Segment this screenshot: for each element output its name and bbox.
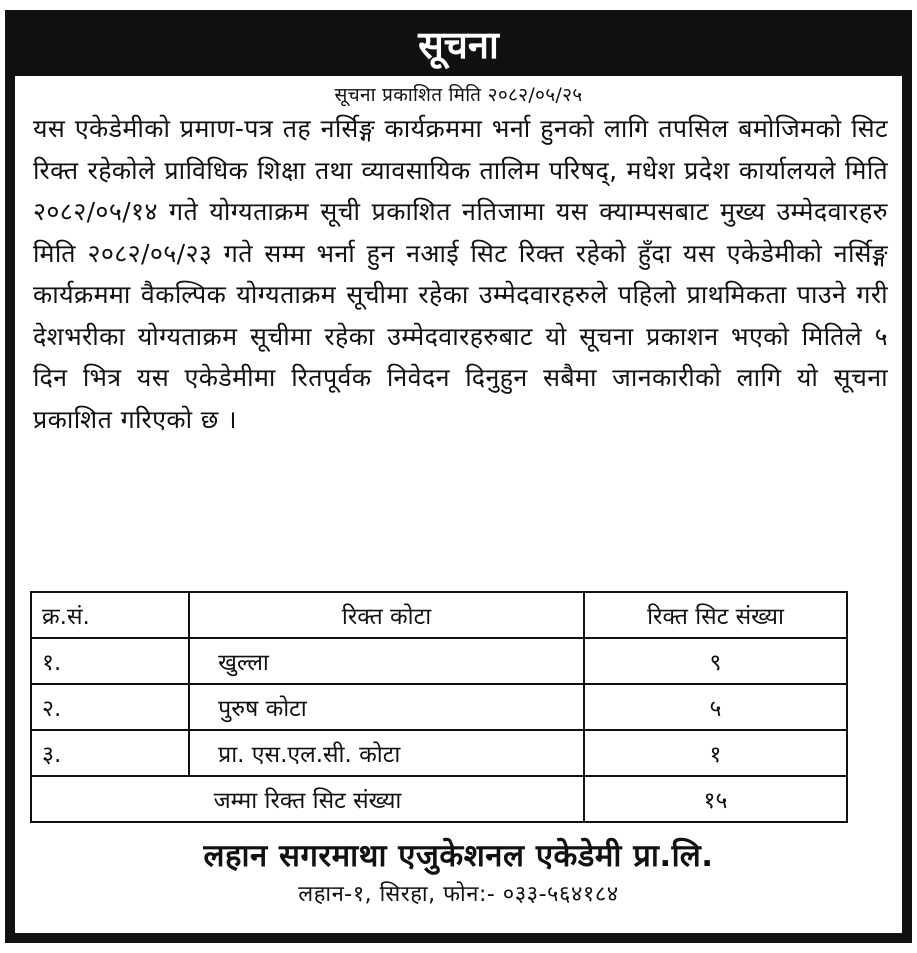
- table-total-row: [31, 776, 847, 822]
- row-quota: खुल्ला: [189, 638, 584, 684]
- table-row: [31, 730, 847, 776]
- organization-name: लहान सगरमाथा एजुकेशनल एकेडेमी प्रा.लि.: [203, 838, 714, 874]
- total-value: १५: [584, 776, 847, 822]
- row-sn: ३.: [31, 730, 189, 776]
- notice-title: सूचना: [15, 20, 902, 76]
- notice-body: यस एकेडेमीको प्रमाण-पत्र तह नर्सिङ्ग कार्यक्रममा भर्ना हुनको लागि तपसिल बमोजिमको सिट रिक्त रहेकोले प्राविधिक शिक्षा तथा व्यावसायिक तालिम परिषद्, मधेश प्रदेश कार्यालयले मिति २०८२/०५/१४ गते योग्यताक्रम सूची प्रकाशित नतिजामा यस क्याम्पसबाट मुख्य उम्मेदवारहरु मिति २०८२/०५/२३ गते सम्म भर्ना हुन नआई सिट रिक्त रहेको हुँदा यस एकेडेमीको नर्सिङ्ग कार्यक्रममा वैकल्पिक योग्यताक्रम सूचीमा रहेका उम्मेदवारहरुले पहिलो प्राथमिकता पाउने गरी देशभरीका योग्यताक्रम सूचीमा रहेका उम्मेदवारहरुबाट यो सूचना प्रकाशन भएको मितिले ५ दिन भित्र यस एकेडेमीमा रितपूर्वक निवेदन दिनुहुन सबैमा जानकारीको लागि यो सूचना प्रकाशित गरिएको छ ।: [33, 114, 888, 434]
- table-header-row: [31, 592, 847, 638]
- table-row: [31, 638, 847, 684]
- row-seats: ५: [584, 684, 847, 730]
- total-label: जम्मा रिक्त सिट संख्या: [31, 776, 584, 822]
- header-quota: रिक्त कोटा: [189, 592, 584, 638]
- row-seats: १: [584, 730, 847, 776]
- organization-address: लहान-१, सिरहा, फोन:- ०३३-५६४१८४: [298, 882, 619, 907]
- row-quota: पुरुष कोटा: [189, 684, 584, 730]
- vacant-seat-table: [30, 591, 848, 823]
- table-row: [31, 684, 847, 730]
- publish-date: सूचना प्रकाशित मिति २०८२/०५/२५: [334, 84, 583, 106]
- header-seats: रिक्त सिट संख्या: [584, 592, 847, 638]
- row-quota: प्रा. एस.एल.सी. कोटा: [189, 730, 584, 776]
- row-seats: ९: [584, 638, 847, 684]
- row-sn: २.: [31, 684, 189, 730]
- header-sn: क्र.सं.: [31, 592, 189, 638]
- row-sn: १.: [31, 638, 189, 684]
